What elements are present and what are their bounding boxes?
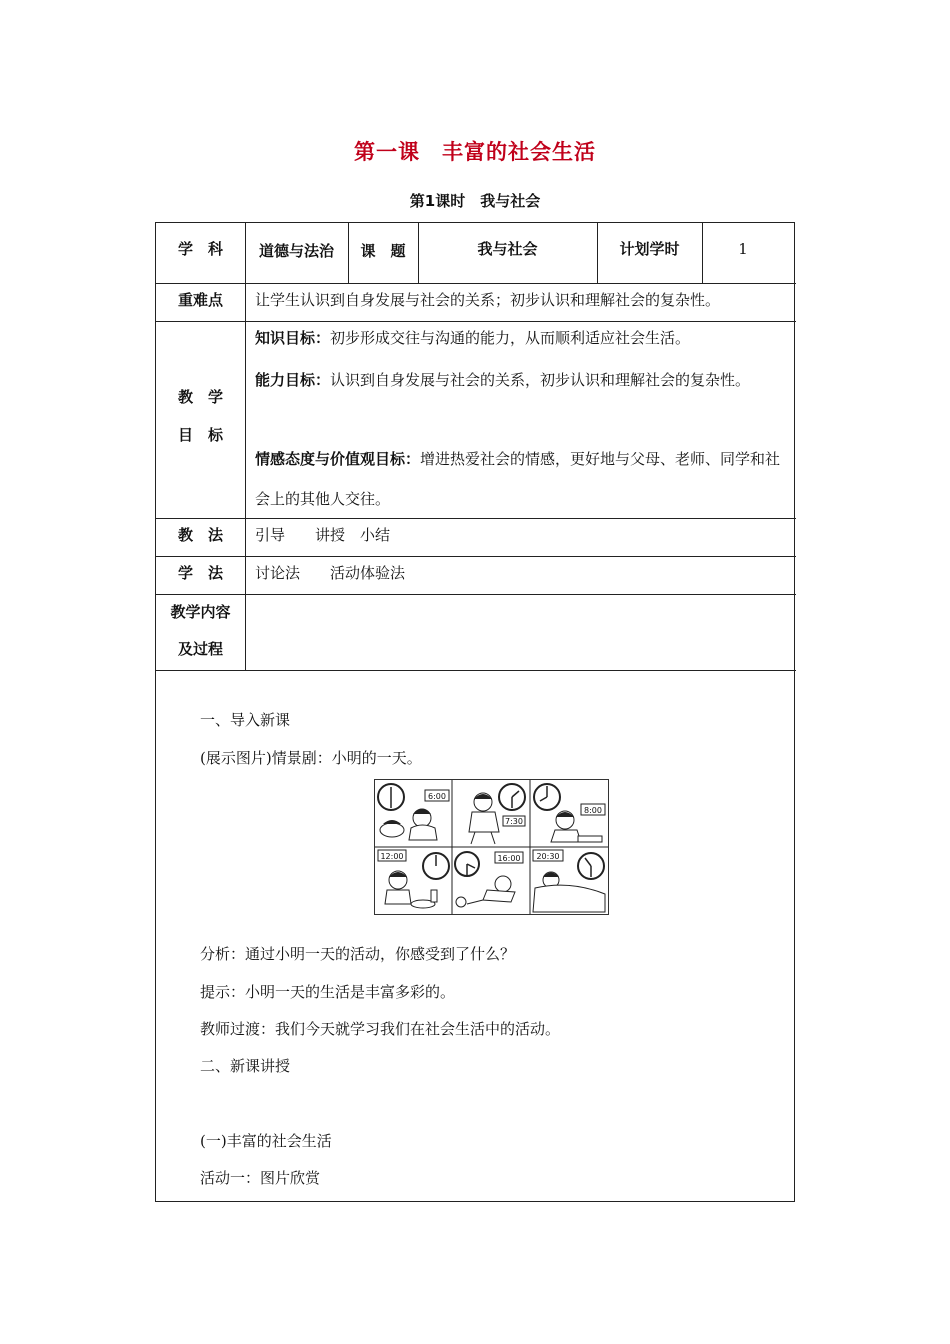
comic-strip-svg — [375, 780, 608, 914]
goal-ability — [255, 361, 791, 400]
goal-emotion-text: 增进热爱社会的情感，更好地与父母、老师、同学和社会上的其他人交往。 — [255, 450, 781, 508]
new-lesson-heading: 二、新课讲授 — [200, 1057, 291, 1075]
time-label: 6:00 — [428, 792, 446, 801]
key-value: 让学生认识到自身发展与社会的关系；初步认识和理解社会的复杂性。 — [255, 291, 721, 309]
clock-icon — [534, 784, 560, 810]
clock-icon — [455, 852, 479, 876]
time-label: 16:00 — [497, 854, 521, 863]
content-label-line1: 教学内容 — [170, 603, 231, 621]
hours-label: 计划学时 — [619, 240, 680, 258]
goals-label-line2: 目 标 — [177, 426, 223, 444]
topic-label: 课 题 — [360, 242, 406, 260]
goal-emotion — [255, 439, 791, 519]
topic-value: 我与社会 — [477, 240, 538, 258]
clock-icon — [499, 784, 525, 810]
boy-dressing-figure — [469, 793, 499, 844]
learn-method-value: 讨论法 活动体验法 — [255, 564, 406, 582]
clock-icon — [423, 853, 449, 879]
content-label-line2: 及过程 — [177, 640, 223, 658]
hint-line: 提示：小明一天的生活是丰富多彩的。 — [200, 983, 456, 1001]
time-label: 7:30 — [505, 817, 523, 826]
subject-label: 学 科 — [177, 240, 223, 258]
boy-playing-figure — [456, 876, 515, 907]
analysis-line: 分析：通过小明一天的活动，你感受到了什么？ — [200, 945, 516, 963]
goal-knowledge — [255, 328, 690, 348]
time-label: 20:30 — [536, 852, 560, 861]
goal-knowledge-label: 知识目标： — [255, 329, 331, 347]
learn-method-label: 学 法 — [177, 564, 223, 582]
clock-icon — [378, 784, 404, 810]
key-label: 重难点 — [177, 291, 223, 309]
transition-line: 教师过渡：我们今天就学习我们在社会生活中的活动。 — [200, 1020, 561, 1038]
teach-method-label: 教 法 — [177, 526, 223, 544]
row-divider — [156, 283, 796, 284]
row-divider — [156, 594, 796, 595]
time-label: 8:00 — [584, 806, 602, 815]
row-divider — [156, 321, 796, 322]
intro-heading: 一、导入新课 — [200, 711, 291, 729]
goals-label-line1: 教 学 — [177, 388, 223, 406]
goal-ability-text: 认识到自身发展与社会的关系，初步认识和理解社会的复杂性。 — [330, 371, 751, 389]
lesson-subtitle: 第1课时 我与社会 — [409, 192, 541, 210]
intro-line: (展示图片)情景剧：小明的一天。 — [200, 749, 422, 767]
teach-method-value: 引导 讲授 小结 — [255, 526, 391, 544]
subject-value: 道德与法治 — [258, 242, 334, 260]
col-divider — [245, 223, 246, 670]
clock-icon — [578, 853, 604, 879]
xiaoming-day-illustration — [374, 779, 609, 915]
boy-studying-figure — [551, 811, 602, 842]
row-divider — [156, 670, 796, 671]
time-label: 12:00 — [380, 852, 404, 861]
goal-knowledge-text: 初步形成交往与沟通的能力，从而顺利适应社会生活。 — [330, 329, 691, 347]
row-divider — [156, 556, 796, 557]
page-title: 第一课 丰富的社会生活 — [354, 140, 596, 164]
boy-waking-figure — [380, 809, 437, 840]
goal-ability-label: 能力目标： — [255, 371, 331, 389]
hours-value: 1 — [738, 240, 748, 258]
section-one-heading: (一)丰富的社会生活 — [200, 1132, 332, 1150]
goal-emotion-label: 情感态度与价值观目标： — [255, 450, 421, 468]
activity-one-line: 活动一：图片欣赏 — [200, 1169, 321, 1187]
